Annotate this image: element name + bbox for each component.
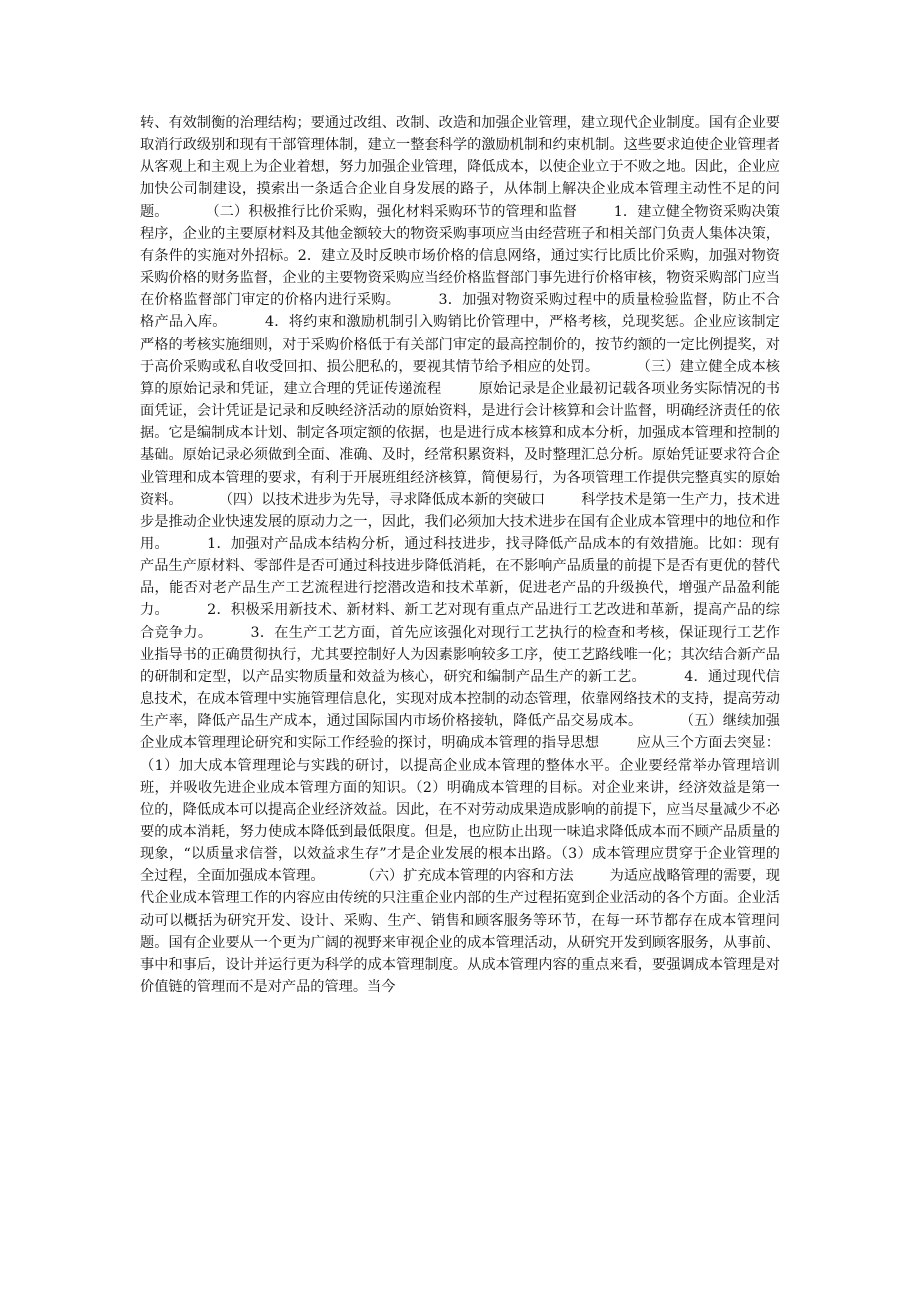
body-paragraph: 转、有效制衡的治理结构；要通过改组、改制、改造和加强企业管理，建立现代企业制度。国有企业要取消行政级别和现有干部管理体制，建立一整套科学的激励机制和约束机制。这些要求迫使企业管理者从客观上和主观上为企业着想，努力加强企业管理，降低成本，以使企业立于不败之地。因此，企业应加快公司制建设，摸索出一条适合企业自身发展的路子，从体制上解决企业成本管理主动性不足的问题。 （二）积极推行比价采购，强化材料采购环节的管理和监督 1．建立健全物资采购决策程序，企业的主要原材料及其他金额较大的物资采购事项应当由经营班子和相关部门负责人集体决策，有条件的实施对外招标。2．建立及时反映市场价格的信息网络，通过实行比质比价采购，加强对物资采购价格的财务监督，企业的主要物资采购应当经价格监督部门事先进行价格审核，物资采购部门应当在价格监督部门审定的价格内进行采购。 3．加强对物资采购过程中的质量检验监督，防止不合格产品入库。 4．将约束和激励机制引入购销比价管理中，严格考核，兑现奖惩。企业应该制定严格的考核实施细则，对于采购价格低于有关部门审定的最高控制价的，按节约额的一定比例提奖，对于高价采购或私自收受回扣、损公肥私的，要视其情节给予相应的处罚。 （三）建立健全成本核算的原始记录和凭证，建立合理的凭证传递流程 原始记录是企业最初记载各项业务实际情况的书面凭证，会计凭证是记录和反映经济活动的原始资料，是进行会计核算和会计监督，明确经济责任的依据。它是编制成本计划、制定各项定额的依据，也是进行成本核算和成本分析，加强成本管理和控制的基础。原始记录必须做到全面、准确、及时，经常积累资料，及时整理汇总分析。原始凭证要求符合企业管理和成本管理的要求，有利于开展班组经济核算，简便易行，为各项管理工作提供完整真实的原始资料。 （四）以技术进步为先导，寻求降低成本新的突破口 科学技术是第一生产力，技术进步是推动企业快速发展的原动力之一，因此，我们必须加大技术进步在国有企业成本管理中的地位和作用。 1．加强对产品成本结构分析，通过科技进步，找寻降低产品成本的有效措施。比如：现有产品生产原材料、零部件是否可通过科技进步降低消耗，在不影响产品质量的前提下是否有更优的替代品，能否对老产品生产工艺流程进行挖潜改造和技术革新，促进老产品的升级换代，增强产品盈利能力。 2．积极采用新技术、新材料、新工艺对现有重点产品进行工艺改进和革新，提高产品的综合竞争力。 3．在生产工艺方面，首先应该强化对现行工艺执行的检查和考核，保证现行工艺作业指导书的正确贯彻执行，尤其要控制好人为因素影响较多工序，使工艺路线唯一化；其次结合新产品的研制和定型，以产品实物质量和效益为核心，研究和编制产品生产的新工艺。 4．通过现代信息技术，在成本管理中实施管理信息化，实现对成本控制的动态管理，依靠网络技术的支持，提高劳动生产率，降低产品生产成本，通过国际国内市场价格接轨，降低产品交易成本。 （五）继续加强企业成本管理理论研究和实际工作经验的探讨，明确成本管理的指导思想 应从三个方面去突显：（1）加大成本管理理论与实践的研讨，以提高企业成本管理的整体水平。企业要经常举办管理培训班，并吸收先进企业成本管理方面的知识。（2）明确成本管理的目标。对企业来讲，经济效益是第一位的，降低成本可以提高企业经济效益。因此，在不对劳动成果造成影响的前提下，应当尽量减少不必要的成本消耗，努力使成本降低到最低限度。但是，也应防止出现一味追求降低成本而不顾产品质量的现象，“以质量求信誉，以效益求生存”才是企业发展的根本出路。（3）成本管理应贯穿于企业管理的全过程，全面加强成本管理。 （六）扩充成本管理的内容和方法 为适应战略管理的需要，现代企业成本管理工作的内容应由传统的只注重企业内部的生产过程拓宽到企业活动的各个方面。企业活动可以概括为研究开发、设计、采购、生产、销售和顾客服务等环节，在每一环节都存在成本管理问题。国有企业要从一个更为广阔的视野来审视企业的成本管理活动，从研究开发到顾客服务，从事前、事中和事后，设计并运行更为科学的成本管理制度。从成本管理内容的重点来看，要强调成本管理是对价值链的管理而不是对产品的管理。当今 [140,115,780,996]
document-page [140,112,780,998]
